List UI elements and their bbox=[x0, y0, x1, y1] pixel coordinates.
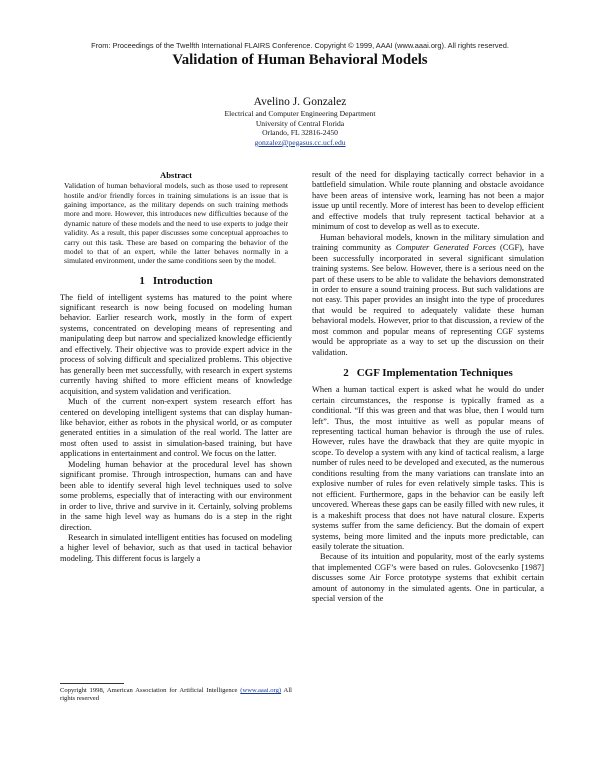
intro-paragraph: Modeling human behavior at the procedural level has shown significant promise. Through introspection, humans can and have been able to identify several high level techniques used to solve some problems, especially that of interacting with our environment in order to live, thrive and survive in it. Certainly, solving problems in the same high level way as humans do is a step in the right direction. bbox=[60, 459, 292, 532]
cgf-term: Computer Generated Forces bbox=[395, 243, 496, 253]
footnote-link[interactable]: (www.aaai.org) bbox=[240, 687, 282, 694]
section-1-title: Introduction bbox=[152, 274, 213, 287]
continuation-paragraph: result of the need for displaying tactically correct behavior in a battlefield simulation. While route planning and obstacle avoidance have been areas of intensive work, learning has not been a major issue up until recently. More of interest has been to develop efficient and effective models that truly represent tactical behavior at a minimum of cost to develop as well as to execute. bbox=[312, 170, 544, 232]
author-block bbox=[0, 96, 600, 147]
footnote-divider bbox=[60, 683, 124, 684]
author-location: Orlando, FL 32816-2450 bbox=[262, 128, 338, 138]
author-name: Avelino J. Gonzalez bbox=[253, 96, 347, 108]
section-2-heading bbox=[312, 367, 544, 380]
abstract-text: Validation of human behavioral models, such as those used to represent hostile and/or friendly forces in training simulations is an issue that is gaining importance, as the military depends on such training methods more and more. However, this introduces new difficulties because of the dynamic nature of these models and the need to use experts to judge their validity. As a result, this paper discusses some conceptual approaches to carry out this task. These are based on comparing the behavior of the model to that of an expert, while the latter behaves normally in a simulated environment, under the same conditions seen by the model. bbox=[64, 181, 288, 266]
author-university: University of Central Florida bbox=[255, 118, 345, 128]
cgf-text-end: (CGF), have been successfully incorporated in several significant simulation training systems. See below. However, there is a serious need on the part of these users to be able to validate the behaviors demonstrated in order to ensure a sound training process. But such validations are not easy. This paper provides an insight into the type of procedures that would be required to adequately validate these human behavioral models. However, prior to that discussion, a review of the most common and popular means of representing CGF systems would be appropriate as a way to set up the discussion on their validation. bbox=[312, 243, 545, 357]
abstract-heading: Abstract bbox=[160, 170, 192, 180]
intro-paragraph: Research in simulated intelligent entities has focused on modeling a higher level of behavior, such as that used in tactical behavior modeling. This different focus is largely a bbox=[60, 532, 292, 563]
author-department: Electrical and Computer Engineering Department bbox=[224, 109, 376, 118]
section-2-number: 2 bbox=[343, 367, 349, 380]
section-2-paragraph: When a human tactical expert is asked what he would do under certain circumstances, the response is typically framed as a conditional. “If this was green and that was blue, then I would turn left”. Thus, the most intuitive as well as popular means of representing tactical human behavior is through the use of rules. However, rules have the drawback that they are quite myopic in scope. To develop a system with any kind of tactical realism, a large number of rules need to be developed and executed, as the numerous conditions resulting from the many variations can translate into an explosive number of rules for even relatively simple tasks. This is not efficient. Furthermore, gaps in the behavior can be easily left uncovered. Whereas these gaps can be easily filled with new rules, it is a makeshift process that does not have natural closure. Experts systems suffer from the same deficiency. But the domain of expert systems, being more limited and the inputs more predictable, can easily tolerate the situation. bbox=[312, 385, 544, 551]
section-2-title: CGF Implementation Techniques bbox=[356, 367, 513, 380]
copyright-footnote bbox=[60, 687, 292, 703]
intro-paragraph: The field of intelligent systems has matured to the point where significant research is now being focused on modeling human behavior. Earlier research work, mostly in the form of expert systems, concentrated on developing means of representing and manipulating deep but narrow and specialized knowledge efficiently and effectively. Their objective was to provide expert advice in the process of solving difficult and specialized problems. This objective has generally been met successfully, with research in expert systems currently having shifted to more efficient means of knowledge acquisition, and system validation and verification. bbox=[60, 292, 292, 396]
footnote-tail: All rights reserved bbox=[60, 687, 292, 703]
copyright-header: From: Proceedings of the Twelfth International FLAIRS Conference. Copyright © 1999, AAAI (www.aaai.org). All rights reserved. bbox=[91, 41, 509, 50]
cgf-paragraph bbox=[312, 233, 544, 358]
abstract-body bbox=[64, 181, 288, 265]
footnote-text: Copyright 1998, American Association for Artificial Intelligence bbox=[60, 687, 238, 694]
cgf-text-start: Human behavioral models, known in the military simulation and training community as bbox=[312, 232, 544, 253]
section-2-paragraph: Because of its intuition and popularity, most of the early systems that implemented CGF’s were based on rules. Golovcsenko [1987] discusses some Air Force prototype systems that exhibit certain amount of autonomy in the simulated agents. One in particular, a special version of the bbox=[312, 552, 544, 604]
right-column bbox=[312, 170, 544, 605]
left-column bbox=[60, 170, 292, 564]
intro-paragraph: Much of the current non-expert system research effort has centered on developing intelligent systems that can display human-like behavior, either as robots in the physical world, or as computer generated entities in a simulation of the real world. The latter are most often used to assist in simulation-based training, but have applications in entertainment and control. We focus on the latter. bbox=[60, 397, 292, 459]
section-1-number: 1 bbox=[139, 274, 145, 287]
author-email-link[interactable]: gonzalez@pegasus.cc.ucf.edu bbox=[254, 137, 346, 147]
paper-title: Validation of Human Behavioral Models bbox=[172, 52, 428, 68]
section-1-heading bbox=[60, 275, 292, 288]
